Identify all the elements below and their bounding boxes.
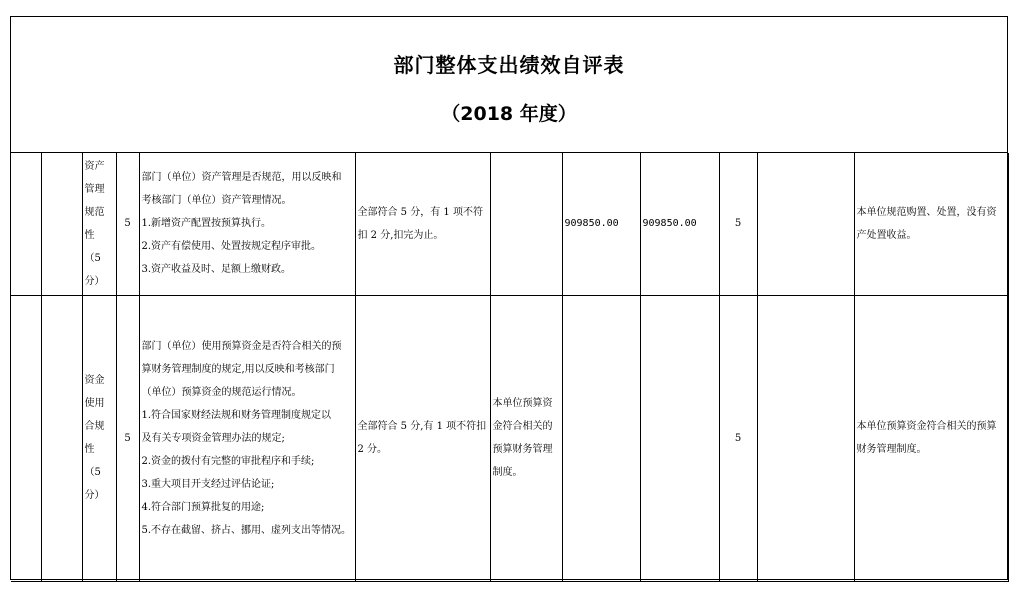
scoring-cell	[355, 153, 490, 295]
table-row	[11, 295, 1008, 581]
weight-cell: 5	[116, 153, 139, 295]
weight-cell: 5	[116, 295, 139, 581]
remark-text: 本单位预算资金符合相关的预算财务管理制度。	[856, 421, 997, 455]
evidence-cell	[490, 295, 562, 581]
page-subtitle: （2018 年度）	[441, 103, 577, 125]
criteria-text: 1.符合国家财经法规和财务管理制度规定以	[141, 409, 332, 421]
value1-cell: 909850.00	[562, 153, 640, 295]
empty-cell	[11, 153, 41, 295]
evidence-cell	[490, 153, 562, 295]
indicator-cell	[82, 153, 116, 295]
indicator-text: 管理	[84, 183, 105, 195]
indicator-text: 使用	[84, 398, 105, 409]
criteria-text: （单位）预算资金的规范运行情况。	[141, 386, 302, 398]
criteria-text: 考核部门（单位）资产管理情况。	[141, 195, 292, 207]
value2-cell	[640, 295, 719, 581]
indicator-text: 资金	[84, 375, 105, 386]
evaluation-form	[10, 16, 1008, 580]
criteria-text: 3.重大项目开支经过评估论证;	[141, 478, 275, 490]
indicator-text: 分）	[84, 490, 105, 501]
indicator-text: （5	[84, 467, 101, 478]
scoring-text: 全部符合 5 分,有 1 项不符扣 2 分。	[357, 421, 487, 455]
criteria-text: 部门（单位）资产管理是否规范，用以反映和	[141, 172, 342, 184]
indicator-text: 性	[84, 444, 95, 455]
indicator-text: （5	[84, 252, 101, 264]
criteria-text: 4.符合部门预算批复的用途;	[141, 501, 265, 513]
indicator-text: 资产	[84, 160, 105, 172]
indicator-text: 规范	[84, 206, 105, 218]
blank-cell	[757, 153, 854, 295]
indicator-cell	[82, 295, 116, 581]
criteria-cell	[139, 295, 355, 581]
criteria-text: 3.资产收益及时、足额上缴财政。	[141, 264, 292, 276]
indicator-text: 分）	[84, 275, 105, 287]
value1-cell	[562, 295, 640, 581]
score-cell: 5	[719, 295, 757, 581]
remark-text: 本单位规范购置、处置，没有资产处置收益。	[856, 206, 997, 241]
evidence-text: 本单位预算资金符合相关的预算财务管理制度。	[492, 398, 553, 478]
blank-cell	[757, 295, 854, 581]
criteria-text: 及有关专项资金管理办法的规定;	[141, 432, 285, 444]
criteria-text: 2.资金的拨付有完整的审批程序和手续;	[141, 455, 315, 467]
score-cell: 5	[719, 153, 757, 295]
criteria-text: 1.新增资产配置按预算执行。	[141, 218, 272, 230]
criteria-text: 算财务管理制度的规定,用以反映和考核部门	[141, 363, 335, 375]
criteria-text: 5.不存在截留、挤占、挪用、虚列支出等情况。	[141, 524, 352, 536]
empty-cell	[41, 295, 82, 581]
evaluation-table	[11, 153, 1009, 582]
indicator-text: 合规	[84, 421, 105, 432]
value2-cell: 909850.00	[640, 153, 719, 295]
title-block	[11, 17, 1007, 153]
criteria-text: 部门（单位）使用预算资金是否符合相关的预	[141, 340, 342, 352]
empty-cell	[11, 295, 41, 581]
remark-cell	[854, 295, 1008, 581]
table-row	[11, 153, 1008, 295]
criteria-text: 2.资产有偿使用、处置按规定程序审批。	[141, 241, 322, 253]
indicator-text: 性	[84, 229, 95, 241]
scoring-text: 全部符合 5 分，有 1 项不符扣 2 分,扣完为止。	[357, 206, 483, 241]
remark-cell	[854, 153, 1008, 295]
empty-cell	[41, 153, 82, 295]
page-title: 部门整体支出绩效自评表	[393, 53, 625, 77]
criteria-cell	[139, 153, 355, 295]
scoring-cell	[355, 295, 490, 581]
